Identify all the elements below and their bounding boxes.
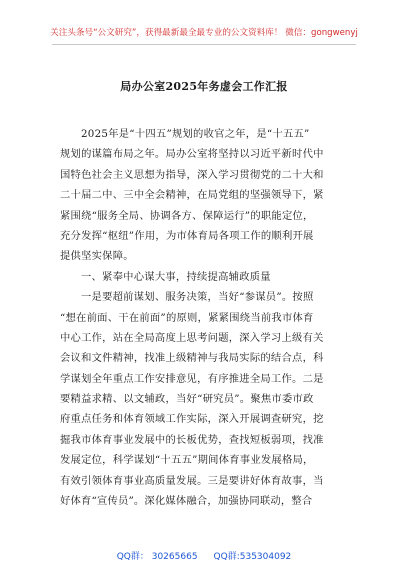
paragraph-line: “想在前面、干在前面”的原则，紧紧围绕当前我市体育 (60, 311, 314, 324)
section-heading: 一、紧奉中心谋大事，持续提高辅政质量 (81, 270, 271, 283)
paragraph-line: 国特色社会主义思想为指导，深入学习贯彻党的二十大和 (60, 168, 324, 181)
paragraph-line: 规划的谋篇布局之年。局办公室将坚持以习近平新时代中 (60, 148, 324, 161)
paragraph-line: 学谋划全年重点工作安排意见，有序推进全局工作。二是 (60, 372, 324, 385)
paragraph-line: 2025年是“十四五”规划的收官之年，是“十五五” (81, 128, 310, 140)
paragraph-line: 一是要超前谋划、服务决策，当好“参谋员”。按照 (81, 291, 314, 304)
paragraph-line: 有效引领体育事业高质量发展。三是要讲好体育故事，当 (60, 474, 324, 487)
contact-footer (0, 549, 408, 562)
document-body (60, 124, 352, 511)
paragraph-line: 府重点任务和体育领域工作实际，深入开展调查研究，挖 (60, 413, 324, 426)
paragraph-line: 好体育“宣传员”。深化媒体融合，加强协同联动，整合 (60, 495, 313, 508)
qq-group-1: QQ群： 30265665 (116, 552, 198, 562)
header-divider (52, 44, 356, 45)
paragraph-line: 紧围绕“服务全局、协调各方、保障运行”的职能定位， (60, 209, 314, 222)
qq-group-2: QQ群:535304092 (213, 552, 292, 562)
paragraph-line: 提供坚实保障。 (60, 250, 134, 263)
paragraph-line: 中心工作，站在全局高度上思考问题，深入学习上级有关 (60, 331, 324, 344)
paragraph-line: 会议和文件精神，找准上级精神与我局实际的结合点，科 (60, 352, 324, 365)
paragraph-line: 掘我市体育事业发展中的长板优势，查找短板弱项，找准 (60, 433, 324, 446)
paragraph-line: 二十届二中、三中全会精神，在局党组的坚强领导下，紧 (60, 189, 324, 202)
paragraph-line: 充分发挥“枢纽”作用，为市体育局各项工作的顺利开展 (60, 229, 314, 242)
paragraph-line: 发展定位，科学谋划“十五五”期间体育事业发展格局， (60, 454, 314, 467)
document-title: 局办公室2025年务虚会工作汇报 (120, 80, 288, 93)
paragraph-line: 要精益求精、以文辅政，当好“研究员”。聚焦市委市政 (60, 393, 314, 406)
promo-header: 关注头条号“公文研究”，获得最新最全最专业的公文资料库！ 微信：gongwenyj (50, 28, 358, 38)
